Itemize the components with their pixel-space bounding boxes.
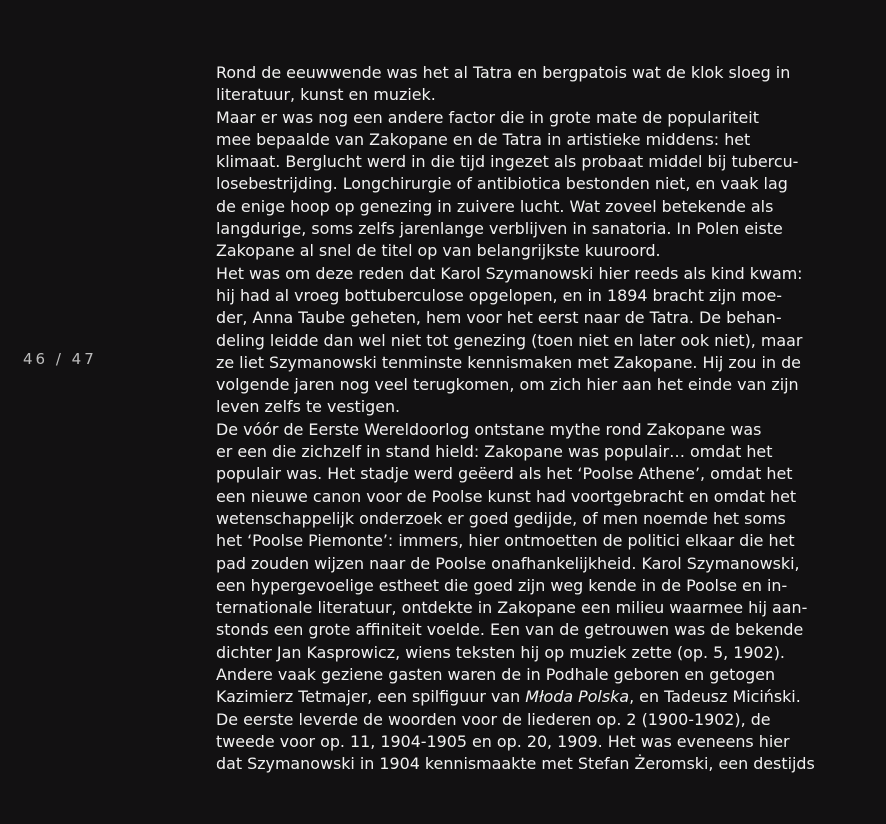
text-line: een nieuwe canon voor de Poolse kunst had voortgebracht en omdat het (216, 486, 797, 506)
text-line (216, 686, 866, 708)
text-segment: Kazimierz Tetmajer, een spilfiguur van (216, 687, 526, 707)
text-line: dichter Jan Kasprowicz, wiens teksten hij op muziek zette (op. 5, 1902). (216, 642, 785, 662)
text-line: dat Szymanowski in 1904 kennismaakte met Stefan Żeromski, een destijds (216, 754, 815, 774)
text-line: stonds een grote affiniteit voelde. Een van de getrouwen was de bekende (216, 620, 804, 640)
text-line: Rond de eeuwwende was het al Tatra en bergpatois wat de klok sloeg in (216, 63, 791, 82)
text-line: Maar er was nog een andere factor die in grote mate de populariteit (216, 107, 759, 127)
text-line: pad zouden wijzen naar de Poolse onafhankelijkheid. Karol Szymanowski, (216, 553, 800, 573)
text-line: ternationale literatuur, ontdekte in Zakopane een milieu waarmee hij aan- (216, 598, 808, 618)
text-line: Andere vaak geziene gasten waren de in Podhale geboren en getogen (216, 665, 776, 685)
text-line: hij had al vroeg bottuberculose opgelopen, en in 1894 bracht zijn moe- (216, 285, 782, 305)
text-line: losebestrijding. Longchirurgie of antibiotica bestonden niet, en vaak lag (216, 174, 788, 194)
text-line: populair was. Het stadje werd geëerd als het ‘Poolse Athene’, omdat het (216, 464, 793, 484)
text-line: ze liet Szymanowski tenminste kennismaken met Zakopane. Hij zou in de (216, 352, 801, 372)
text-line: tweede voor op. 11, 1904-1905 en op. 20, 1909. Het was eveneens hier (216, 731, 790, 751)
italic-title: Młoda Polska (525, 687, 630, 707)
text-line: Het was om deze reden dat Karol Szymanowski hier reeds als kind kwam: (216, 263, 803, 283)
text-line: leven zelfs te vestigen. (216, 397, 401, 417)
text-line: De vóór de Eerste Wereldoorlog ontstane mythe rond Zakopane was (216, 419, 762, 439)
body-text (216, 62, 866, 776)
text-line: literatuur, kunst en muziek. (216, 85, 436, 105)
text-line: er een die zichzelf in stand hield: Zakopane was populair… omdat het (216, 442, 773, 462)
text-line: een hypergevoelige estheet die goed zijn weg kende in de Poolse en in- (216, 575, 788, 595)
text-line: klimaat. Berglucht werd in die tijd ingezet als probaat middel bij tubercu- (216, 152, 799, 172)
page-number: 46 / 47 (23, 350, 97, 368)
text-line: mee bepaalde van Zakopane en de Tatra in artistieke middens: het (216, 129, 751, 149)
text-line: langdurige, soms zelfs jarenlange verblijven in sanatoria. In Polen eiste (216, 219, 783, 239)
text-segment: , en Tadeusz Miciński. (629, 687, 801, 707)
text-line: volgende jaren nog veel terugkomen, om zich hier aan het einde van zijn (216, 375, 799, 395)
text-line: Zakopane al snel de titel op van belangrijkste kuuroord. (216, 241, 661, 261)
text-line: deling leidde dan wel niet tot genezing (toen niet en later ook niet), maar (216, 330, 803, 350)
text-line: het ‘Poolse Piemonte’: immers, hier ontmoetten de politici elkaar die het (216, 531, 795, 551)
text-line: De eerste leverde de woorden voor de liederen op. 2 (1900-1902), de (216, 709, 771, 729)
text-line: wetenschappelijk onderzoek er goed gedijde, of men noemde het soms (216, 508, 786, 528)
text-line: de enige hoop op genezing in zuivere lucht. Wat zoveel betekende als (216, 196, 774, 216)
text-line: der, Anna Taube geheten, hem voor het eerst naar de Tatra. De behan- (216, 308, 782, 328)
